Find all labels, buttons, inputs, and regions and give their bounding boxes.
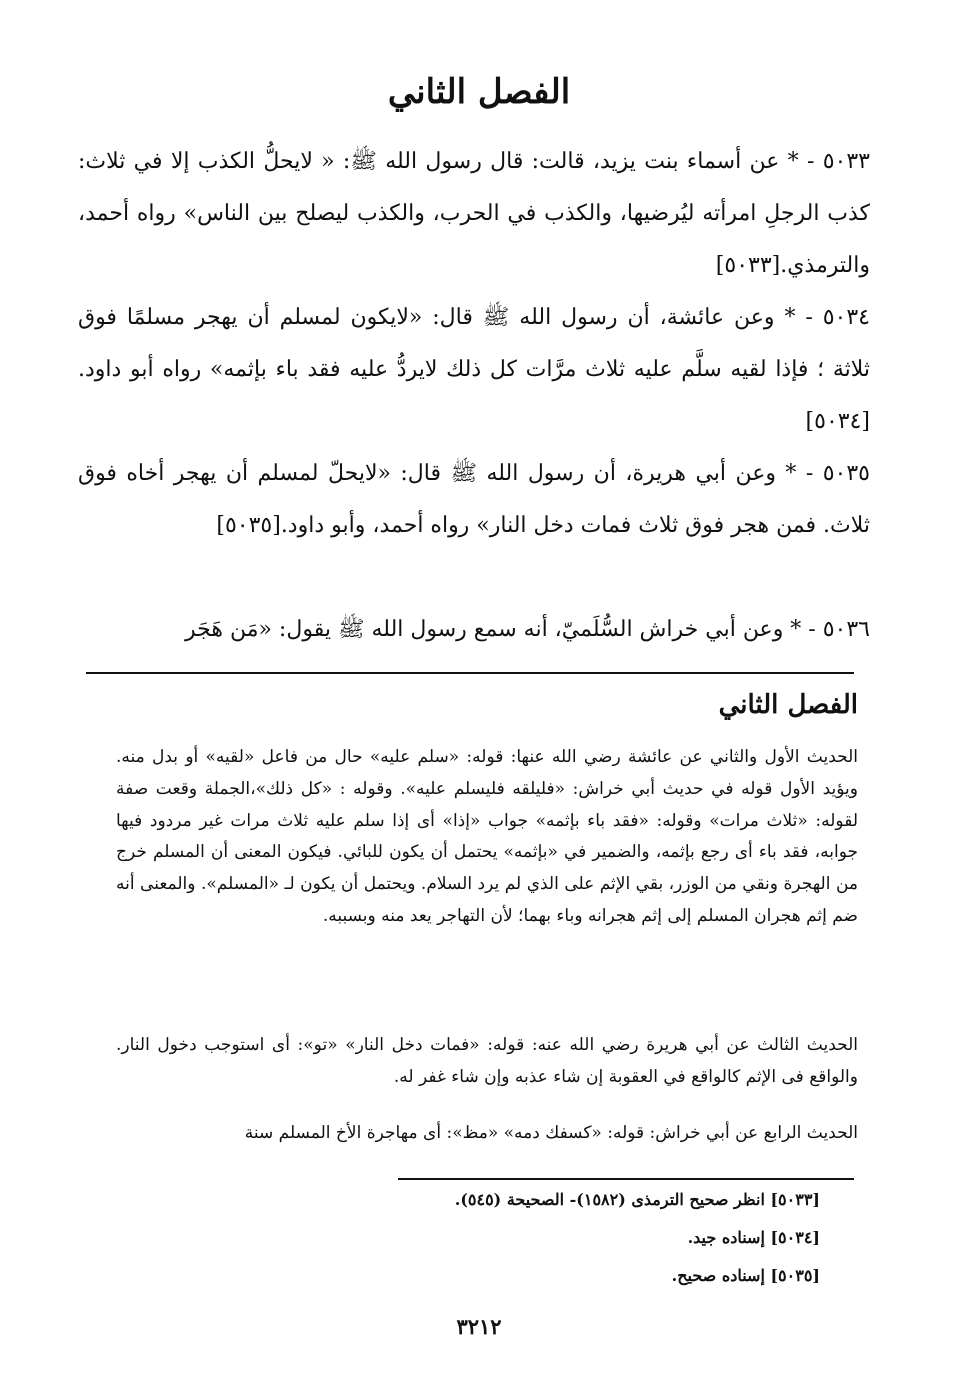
commentary-paragraph-1: الحديث الأول والثاني عن عائشة رضي الله عنها: قوله: «سلم عليه» حال من فاعل «لقيه» أو بدل منه. ويؤيد الأول قوله في حديث أبي خراش: «فليلقه فليسلم عليه». وقوله : «كل ذلك»،الجملة وقعت صفة لقوله: «ثلاث مرات» وقوله: «فقد باء بإثمه» جواب «إذا» أى إذا سلم عليه ثلاث مرات غير مردود فيها جوابه، فقد باء أى رجع بإثمه، والضمير في «بإثمه» يحتمل أن يكون للبائي. فيكون المعنى أن المسلم خرج من الهجرة ونقي من الوزر، بقي الإثم على الذي لم يرد السلام. ويحتمل أن يكون لـ «المسلم». والمعنى أنه ضم إثم هجران المسلم إلى إثم هجرانه وباء بهما؛ لأن التهاجر يعد منه وبسببه. [116, 747, 858, 926]
commentary-paragraph-3: الحديث الرابع عن أبي خراش: قوله: «كسفك دمه» «مظ»: أى مهاجرة الأخ المسلم سنة [244, 1123, 858, 1143]
page-number: ٣٢١٢ [456, 1314, 502, 1339]
hadith-5036: ٥٠٣٦ - * وعن أبي خراش السُّلَميّ، أنه سمع رسول الله ﷺ يقول: «مَن هَجَر [185, 617, 870, 642]
footnote-5034: [٥٠٣٤] إسناده جيد. [687, 1228, 820, 1247]
footnote-5033: [٥٠٣٣] انظر صحيح الترمذى (١٥٨٢)- الصحيحة (٥٤٥). [454, 1190, 820, 1209]
hadith-5034: ٥٠٣٤ - * وعن عائشة، أن رسول الله ﷺ قال: «لايكون لمسلم أن يهجر مسلمًا فوق ثلاثة ؛ فإذا لقيه سلَّم عليه ثلاث مرَّات كل ذلك لايردُّ عليه فقد باء بإثمه» رواه أبو داود.[٥٠٣٤] [78, 305, 870, 434]
commentary-heading: الفصل الثاني [718, 690, 858, 720]
commentary-paragraph-2: الحديث الثالث عن أبي هريرة رضي الله عنه: قوله: «فمات دخل النار» «تو»: أى استوجب دخول النار. والواقع فى الإثم كالواقع في العقوبة إن شاء عذبه وإن شاء غفر له. [116, 1035, 858, 1087]
footnote-5035: [٥٠٣٥] إسناده صحيح. [671, 1266, 820, 1285]
hadith-5033: ٥٠٣٣ - * عن أسماء بنت يزيد، قالت: قال رسول الله ﷺ: « لايحلُّ الكذب إلا في ثلاث: كذب الرجلِ امرأته ليُرضيها، والكذب في الحرب، والكذب ليصلح بين الناس» رواه أحمد، والترمذي.[٥٠٣٣] [78, 149, 870, 278]
section-divider [86, 672, 854, 674]
hadith-5035: ٥٠٣٥ - * وعن أبي هريرة، أن رسول الله ﷺ قال: «لايحلّ لمسلم أن يهجر أخاه فوق ثلاث. فمن هجر فوق ثلاث فمات دخل النار» رواه أحمد، وأبو داود.[٥٠٣٥] [78, 461, 870, 538]
chapter-heading: الفصل الثاني [387, 72, 571, 112]
footnote-divider [398, 1178, 854, 1180]
